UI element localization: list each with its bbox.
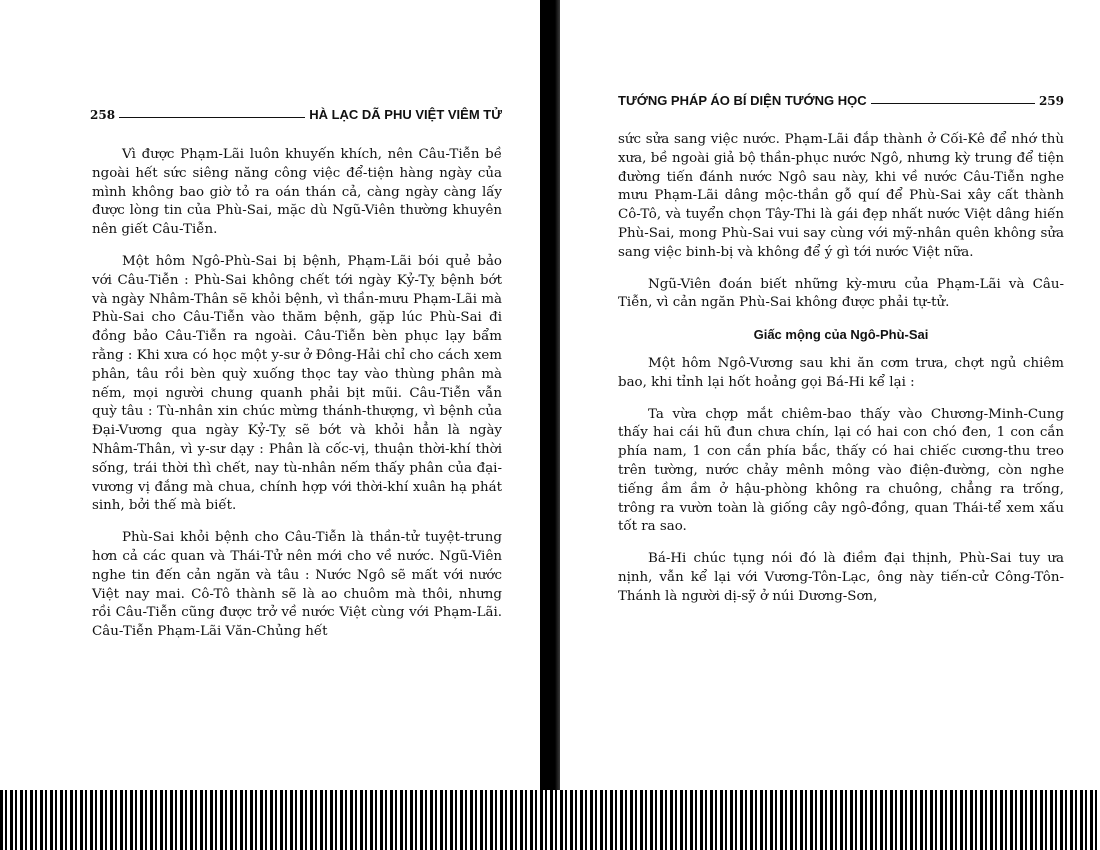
paragraph: Một hôm Ngô-Vương sau khi ăn cơm trưa, chợt ngủ chiêm bao, khi tỉnh lại hốt hoảng gọi Bá-Hi kể lại : xyxy=(618,355,1064,390)
right-page xyxy=(560,0,1100,790)
running-head: HÀ LẠC DÃ PHU VIỆT VIÊM TỬ xyxy=(309,107,502,122)
left-page-body xyxy=(92,146,502,655)
paragraph: Vì được Phạm-Lãi luôn khuyến khích, nên Câu-Tiễn bề ngoài hết sức siêng năng công việc để-tiện hàng ngày của mình không bao giờ tỏ ra oán thán cả, càng ngày càng lấy được lòng tin của Phù-Sai, mặc dù Ngũ-Viên thường khuyên nên giết Câu-Tiễn. xyxy=(92,147,502,238)
header-rule xyxy=(119,116,305,118)
header-rule xyxy=(871,102,1035,104)
running-head: TƯỚNG PHÁP ÁO BÍ DIỆN TƯỚNG HỌC xyxy=(618,93,867,108)
page-number: 258 xyxy=(90,108,116,122)
paragraph: Phù-Sai khỏi bệnh cho Câu-Tiễn là thần-tử tuyệt-trung hơn cả các quan và Thái-Tử nên mới cho về nước. Ngũ-Viên nghe tin đến cản ngăn và tâu : Nước Ngô sẽ mất với nước Việt nay mai. Cô-Tô thành sẽ là ao chuôm mà thôi, nhưng rồi Câu-Tiễn cũng được trở về nước Việt cùng với Phạm-Lãi. Câu-Tiễn Phạm-Lãi Văn-Chủng hết xyxy=(92,530,502,640)
page-number: 259 xyxy=(1038,94,1064,108)
scan-edge-strip xyxy=(0,790,1100,850)
paragraph: sức sửa sang việc nước. Phạm-Lãi đắp thành ở Cối-Kê để nhớ thù xưa, bề ngoài giả bộ thần-phục nước Ngô, nhưng kỳ trung để tiện đường tiến đánh nước Ngô sau này, khi về nước Câu-Tiễn nghe mưu Phạm-Lãi dâng mộc-thần gỗ quí để Phù-Sai xây cất thành Cô-Tô, và tuyển chọn Tây-Thi là gái đẹp nhất nước Việt dâng hiến Phù-Sai, mong Phù-Sai vui say cùng với mỹ-nhân quên không sửa sang việc binh-bị và không để ý gì tới nước Việt nữa. xyxy=(618,132,1064,260)
paragraph: Ngũ-Viên đoán biết những kỳ-mưu của Phạm-Lãi và Câu-Tiễn, vì cản ngăn Phù-Sai không được phải tự-tử. xyxy=(618,276,1064,311)
right-page-header xyxy=(618,82,1064,108)
right-page-body xyxy=(618,131,1064,620)
paragraph: Một hôm Ngô-Phù-Sai bị bệnh, Phạm-Lãi bói quẻ bảo với Câu-Tiễn : Phù-Sai không chết tới ngày Kỷ-Tỵ bệnh bớt và ngày Nhâm-Thân sẽ khỏi bệnh, vì thần-mưu Phạm-Lãi mà Phù-Sai cho Câu-Tiễn vào thăm bệnh, gặp lúc Phù-Sai đi đồng bảo Câu-Tiễn ra ngoài. Câu-Tiễn bèn phục lạy bẩm rằng : Khi xưa có học một y-sư ở Đông-Hải chỉ cho cách xem phân, tâu rồi bèn quỳ xuống thọc tay vào thùng phân mà nếm, mọi người chung quanh phải bịt mũi. Câu-Tiễn vẫn quỳ tâu : Tù-nhân xin chúc mừng thánh-thượng, vì bệnh của Đại-Vương qua ngày Kỷ-Tỵ sẽ bớt và khỏi hẳn là ngày Nhâm-Thân, vì y-sư dạy : Phân là cốc-vị, thuận thời-khí thời sống, trái thời thì chết, nay tù-nhân nếm thấy phân của đại-vương vị đắng mà chua, chính hợp với thời-khí xuân hạ phát sinh, bởi thế mà biết. xyxy=(92,253,502,514)
paragraph: Bá-Hi chúc tụng nói đó là điềm đại thịnh, Phù-Sai tuy ưa nịnh, vẫn kể lại với Vương-Tôn-Lạc, ông này tiến-cử Công-Tôn-Thánh là người dị-sỹ ở núi Dương-Sơn, xyxy=(618,551,1064,604)
left-page xyxy=(0,0,545,790)
paragraph: Ta vừa chợp mắt chiêm-bao thấy vào Chương-Minh-Cung thấy hai cái hũ đun chưa chín, lại có hai con chó đen, 1 con cắn phía nam, 1 con cắn phía bắc, thấy có hai chiếc cương-thu treo trên tường, nước chảy mênh mông vào điện-đường, còn nghe tiếng ầm ầm ở hậu-phòng không ra chuông, chẳng ra trống, trông ra vườn toàn là giống cây ngô-đồng, quan Thái-tể xem xấu tốt ra sao. xyxy=(618,406,1064,535)
section-heading: Giấc mộng của Ngô-Phù-Sai xyxy=(753,327,929,343)
left-page-header xyxy=(90,96,502,122)
